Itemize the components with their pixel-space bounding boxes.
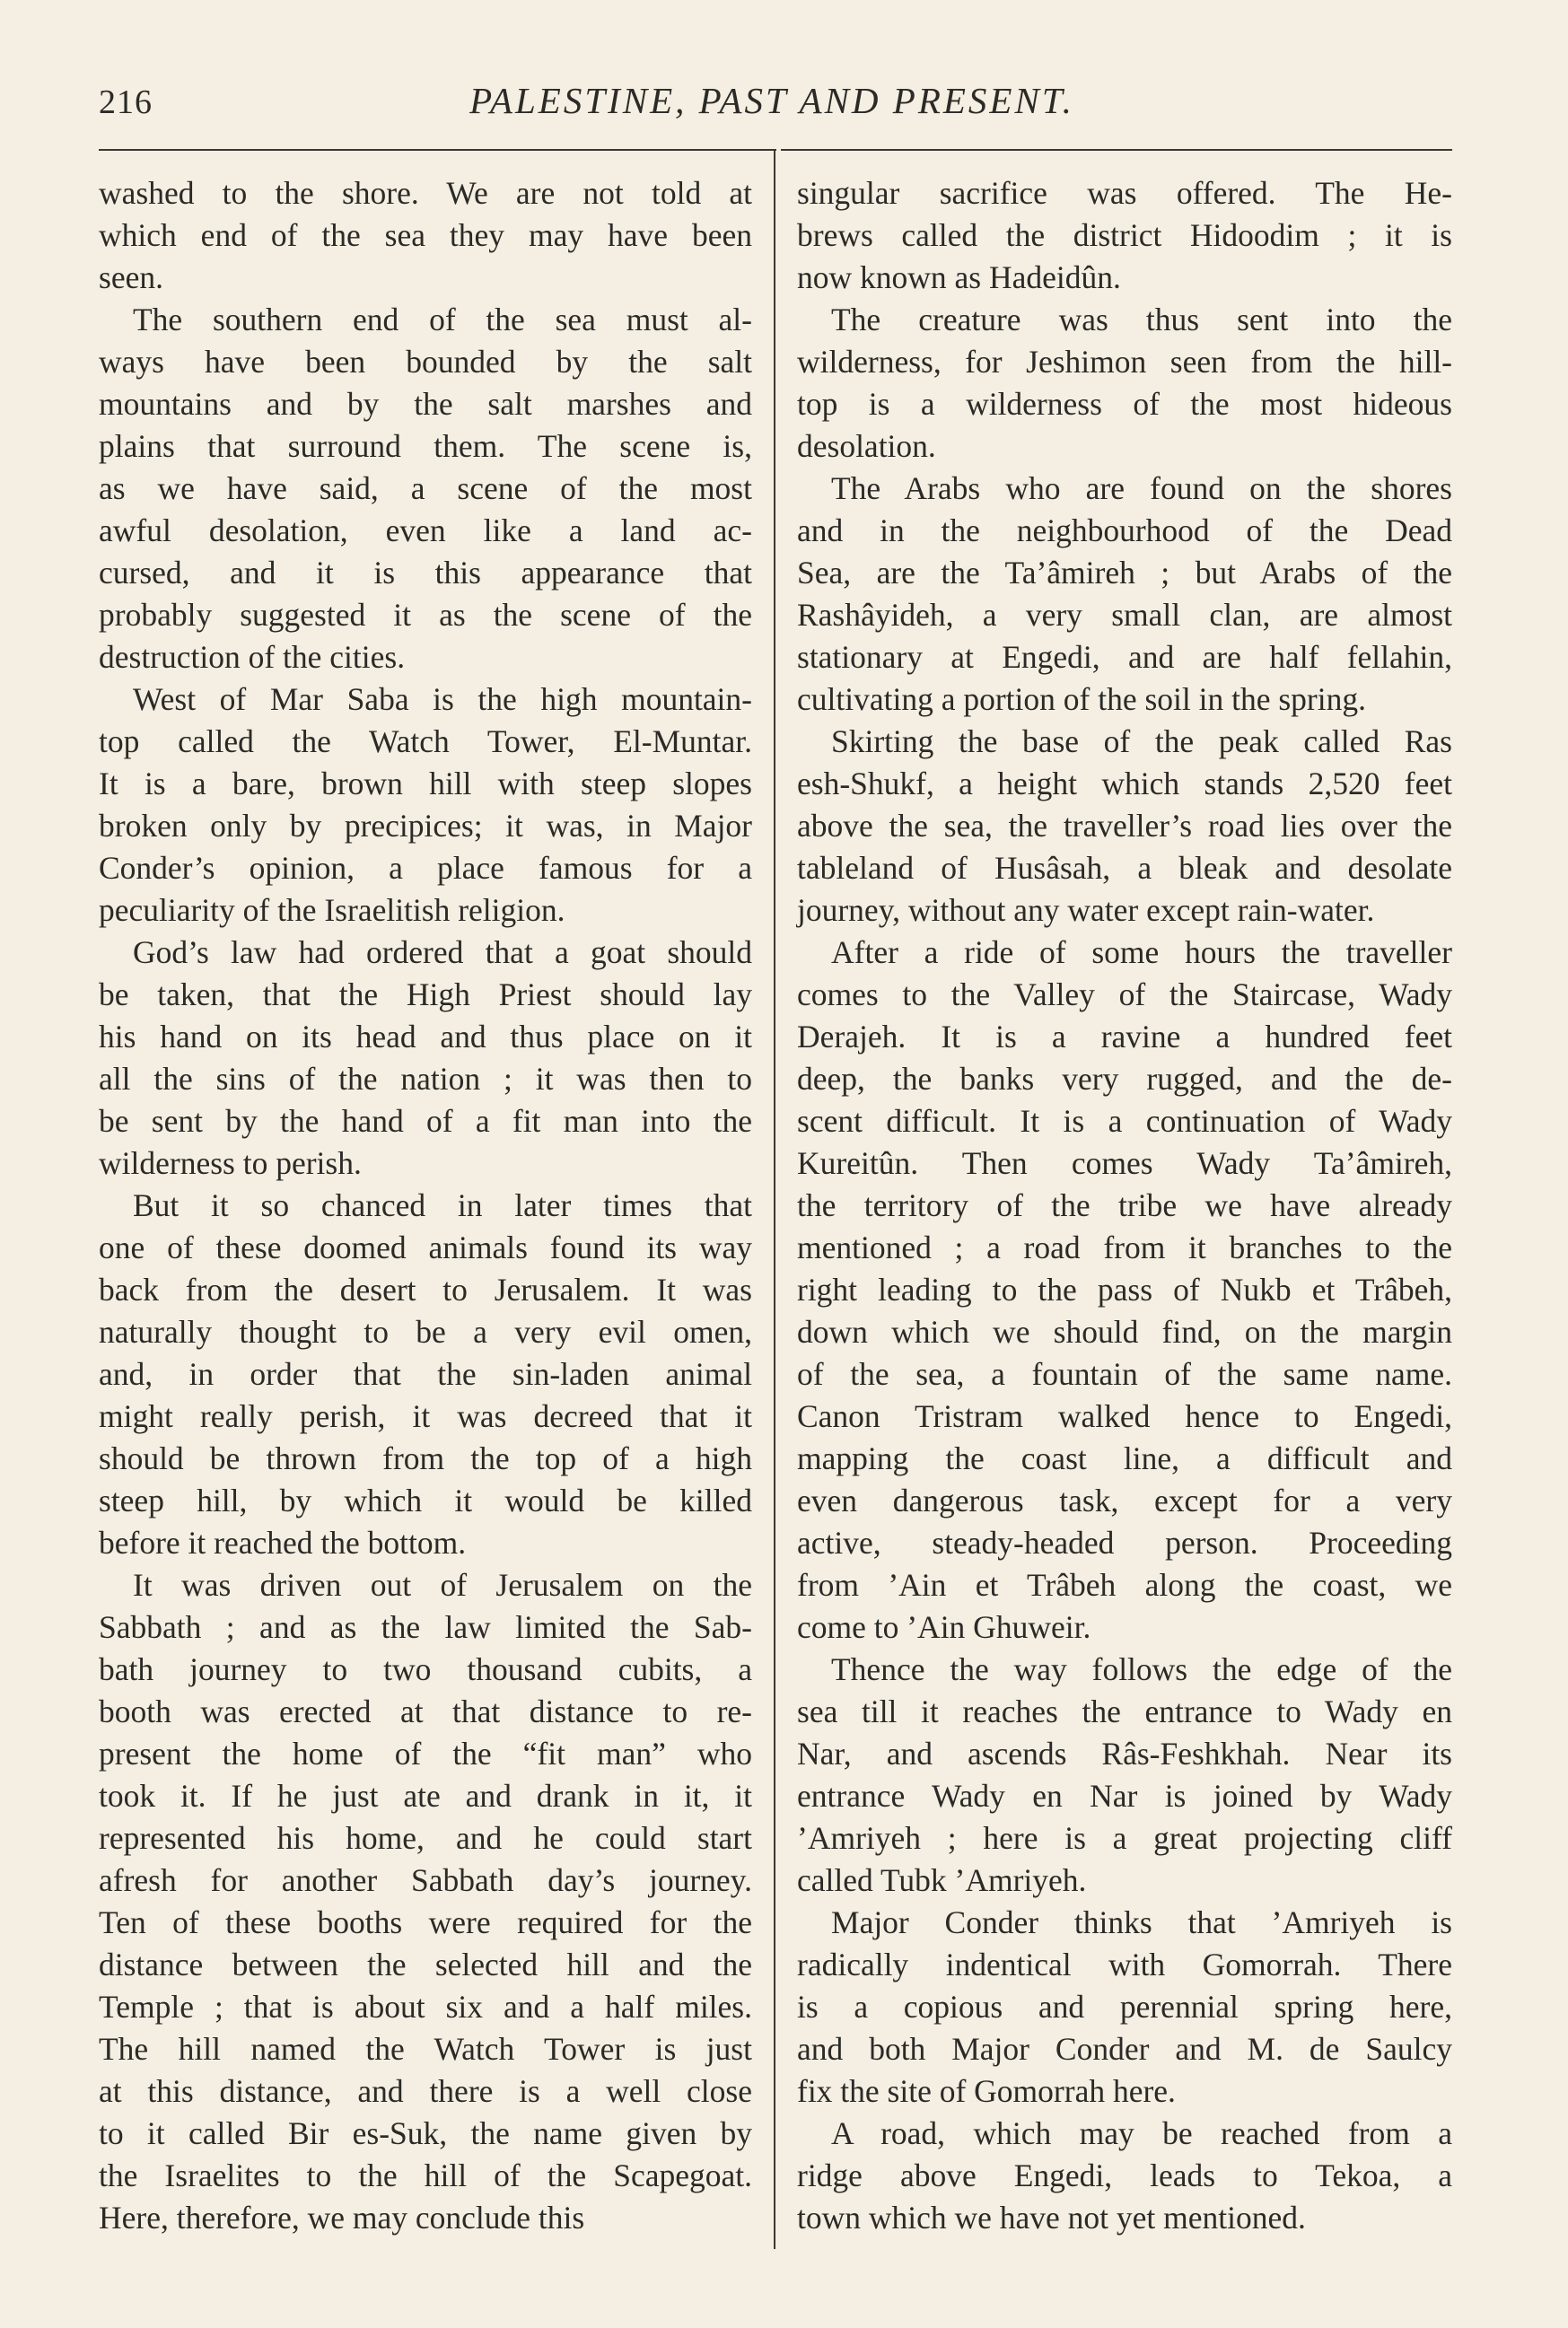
text-line: and both Major Conder and M. de Saulcy [797,2031,1452,2067]
paragraph [99,299,752,678]
text-line: seen. [99,259,163,295]
text-line: present the home of the “fit man” who [99,1736,752,1772]
text-line: bath journey to two thousand cubits, a [99,1651,752,1687]
paragraph [797,2113,1452,2239]
paragraph [797,721,1452,932]
text-line: The southern end of the sea must al- [133,302,752,337]
text-line: esh-Shukf, a height which stands 2,520 feet [797,766,1452,801]
text-line: wilderness, for Jeshimon seen from the hill- [797,344,1452,380]
text-line: radically indentical with Gomorrah. There [797,1947,1452,1982]
text-line: cursed, and it is this appearance that [99,555,752,591]
paragraph [797,932,1452,1649]
paragraph [99,678,752,932]
text-line: It was driven out of Jerusalem on the [133,1567,752,1603]
text-line: back from the desert to Jerusalem. It was [99,1272,752,1308]
text-line: singular sacrifice was offered. The He- [797,175,1452,211]
right-column [797,172,1452,2239]
text-line: represented his home, and he could start [99,1820,752,1856]
text-line: After a ride of some hours the traveller [831,934,1452,970]
text-line: Kureitûn. Then comes Wady Ta’âmireh, [797,1145,1452,1181]
text-line: journey, without any water except rain-water. [797,892,1375,928]
text-line: Conder’s opinion, a place famous for a [99,850,752,886]
text-line: is a copious and perennial spring here, [797,1989,1452,2025]
text-line: Canon Tristram walked hence to Engedi, [797,1398,1452,1434]
left-column [99,172,752,2239]
text-line: might really perish, it was decreed that it [99,1398,752,1434]
text-line: afresh for another Sabbath day’s journey. [99,1862,752,1898]
text-line: The Arabs who are found on the shores [831,470,1452,506]
paragraph [797,299,1452,468]
text-line: Temple ; that is about six and a half miles. [99,1989,752,2025]
page-number: 216 [99,83,153,121]
text-line: ridge above Engedi, leads to Tekoa, a [797,2157,1452,2193]
text-line: Thence the way follows the edge of the [831,1651,1452,1687]
text-line: to it called Bir es-Suk, the name given by [99,2115,752,2151]
text-line: desolation. [797,428,936,464]
text-line: booth was erected at that distance to re- [99,1693,752,1729]
text-line: West of Mar Saba is the high mountain- [133,681,752,717]
text-line: all the sins of the nation ; it was then to [99,1061,752,1097]
paragraph [99,1185,752,1564]
text-line: right leading to the pass of Nukb et Trâbeh, [797,1272,1452,1308]
paragraph [797,1649,1452,1902]
text-line: even dangerous task, except for a very [797,1483,1452,1518]
text-line: which end of the sea they may have been [99,217,752,253]
text-line: mapping the coast line, a difficult and [797,1440,1452,1476]
text-line: tableland of Husâsah, a bleak and desolate [797,850,1452,886]
text-line: A road, which may be reached from a [831,2115,1452,2151]
text-line: Major Conder thinks that ’Amriyeh is [831,1904,1452,1940]
text-line: be sent by the hand of a fit man into the [99,1103,752,1139]
text-line: the territory of the tribe we have already [797,1187,1452,1223]
text-line: Sea, are the Ta’âmireh ; but Arabs of the [797,555,1452,591]
text-line: active, steady-headed person. Proceeding [797,1525,1452,1561]
text-line: God’s law had ordered that a goat should [133,934,752,970]
text-line: as we have said, a scene of the most [99,470,752,506]
text-line: sea till it reaches the entrance to Wady en [797,1693,1452,1729]
paragraph [797,468,1452,721]
text-line: his hand on its head and thus place on it [99,1019,752,1055]
text-line: wilderness to perish. [99,1145,362,1181]
text-line: awful desolation, even like a land ac- [99,512,752,548]
text-line: plains that surround them. The scene is, [99,428,752,464]
text-line: It is a bare, brown hill with steep slopes [99,766,752,801]
page-header [99,79,1445,133]
text-line: Derajeh. It is a ravine a hundred feet [797,1019,1452,1055]
text-line: probably suggested it as the scene of the [99,597,752,633]
text-line: brews called the district Hidoodim ; it is [797,217,1452,253]
text-line: took it. If he just ate and drank in it, it [99,1778,752,1814]
text-line: scent difficult. It is a continuation of Wady [797,1103,1452,1139]
text-line: mentioned ; a road from it branches to the [797,1230,1452,1265]
text-line: deep, the banks very rugged, and the de- [797,1061,1452,1097]
paragraph [99,932,752,1185]
text-line: comes to the Valley of the Staircase, Wady [797,976,1452,1012]
text-line: be taken, that the High Priest should lay [99,976,752,1012]
text-line: down which we should find, on the margin [797,1314,1452,1350]
text-line: fix the site of Gomorrah here. [797,2073,1176,2109]
text-line: Nar, and ascends Râs-Feshkhah. Near its [797,1736,1452,1772]
column-divider [774,149,775,2249]
text-line: called Tubk ’Amriyeh. [797,1862,1087,1898]
text-line: before it reached the bottom. [99,1525,467,1561]
text-line: mountains and by the salt marshes and [99,386,752,422]
text-line: ’Amriyeh ; here is a great projecting cliff [797,1820,1452,1856]
text-line: one of these doomed animals found its way [99,1230,752,1265]
header-rule-right [781,149,1452,151]
text-line: ways have been bounded by the salt [99,344,752,380]
text-line: destruction of the cities. [99,639,406,675]
text-line: come to ’Ain Ghuweir. [797,1609,1091,1645]
text-line: Sabbath ; and as the law limited the Sab- [99,1609,752,1645]
paragraph [797,1902,1452,2113]
text-line: Ten of these booths were required for the [99,1904,752,1940]
text-line: top is a wilderness of the most hideous [797,386,1452,422]
text-line: naturally thought to be a very evil omen, [99,1314,752,1350]
text-line: top called the Watch Tower, El-Muntar. [99,723,752,759]
text-line: stationary at Engedi, and are half fellahin, [797,639,1452,675]
text-line: Skirting the base of the peak called Ras [831,723,1452,759]
text-line: from ’Ain et Trâbeh along the coast, we [797,1567,1452,1603]
text-line: cultivating a portion of the soil in the spring. [797,681,1366,717]
paragraph [797,172,1452,299]
text-line: broken only by precipices; it was, in Major [99,808,752,844]
running-title: PALESTINE, PAST AND PRESENT. [469,80,1074,121]
text-line: Rashâyideh, a very small clan, are almost [797,597,1452,633]
text-line: steep hill, by which it would be killed [99,1483,752,1518]
text-line: The hill named the Watch Tower is just [99,2031,752,2067]
text-line: entrance Wady en Nar is joined by Wady [797,1778,1452,1814]
paragraph [99,172,752,299]
text-line: of the sea, a fountain of the same name. [797,1356,1452,1392]
text-line: at this distance, and there is a well close [99,2073,752,2109]
paragraph [99,1564,752,2239]
text-line: now known as Hadeidûn. [797,259,1121,295]
text-line: above the sea, the traveller’s road lies over the [797,808,1452,844]
text-line: and, in order that the sin-laden animal [99,1356,752,1392]
text-line: distance between the selected hill and the [99,1947,752,1982]
text-line: Here, therefore, we may conclude this [99,2200,585,2236]
text-line: peculiarity of the Israelitish religion. [99,892,565,928]
text-line: The creature was thus sent into the [831,302,1452,337]
text-line: But it so chanced in later times that [133,1187,752,1223]
text-line: should be thrown from the top of a high [99,1440,752,1476]
text-line: town which we have not yet mentioned. [797,2200,1306,2236]
text-line: the Israelites to the hill of the Scapegoat. [99,2157,752,2193]
text-line: and in the neighbourhood of the Dead [797,512,1452,548]
header-rule-left [99,149,776,151]
text-line: washed to the shore. We are not told at [99,175,752,211]
